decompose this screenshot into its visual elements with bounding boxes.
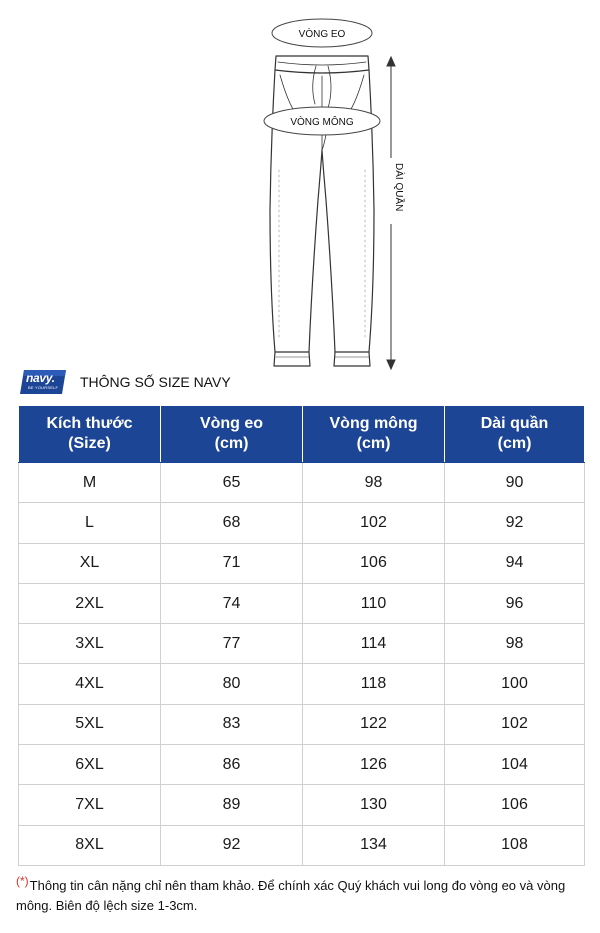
cell-waist: 89 <box>161 785 303 825</box>
cell-hip: 122 <box>303 704 445 744</box>
pants-diagram <box>0 0 600 372</box>
cell-hip: 118 <box>303 664 445 704</box>
table-row <box>19 825 585 865</box>
table-row <box>19 463 585 503</box>
header-hip: Vòng mông (cm) <box>303 406 445 463</box>
size-chart-title: THÔNG SỐ SIZE NAVY <box>80 374 231 390</box>
cell-hip: 114 <box>303 624 445 664</box>
cell-length: 96 <box>445 583 585 623</box>
table-row <box>19 624 585 664</box>
cell-waist: 77 <box>161 624 303 664</box>
cell-size: 5XL <box>19 704 161 744</box>
cell-length: 108 <box>445 825 585 865</box>
cell-size: 4XL <box>19 664 161 704</box>
header-length: Dài quần (cm) <box>445 406 585 463</box>
cell-waist: 65 <box>161 463 303 503</box>
table-row <box>19 785 585 825</box>
logo-tagline: BE YOURSELF <box>28 385 59 390</box>
cell-waist: 74 <box>161 583 303 623</box>
cell-size: 8XL <box>19 825 161 865</box>
cell-waist: 92 <box>161 825 303 865</box>
cell-length: 102 <box>445 704 585 744</box>
cell-size: 3XL <box>19 624 161 664</box>
cell-length: 94 <box>445 543 585 583</box>
cell-hip: 102 <box>303 503 445 543</box>
table-row <box>19 664 585 704</box>
footnote-text: Thông tin cân nặng chỉ nên tham khảo. Để chính xác Quý khách vui long đo vòng eo và vòng mông. Biên độ lệch size 1-3cm. <box>16 878 566 913</box>
brand-row <box>20 366 231 398</box>
cell-waist: 80 <box>161 664 303 704</box>
table-row <box>19 704 585 744</box>
table-header-row <box>19 406 585 463</box>
footnote-marker: (*) <box>16 873 29 888</box>
cell-length: 98 <box>445 624 585 664</box>
header-size: Kích thước (Size) <box>19 406 161 463</box>
cell-hip: 130 <box>303 785 445 825</box>
cell-length: 90 <box>445 463 585 503</box>
waist-label: VÒNG EO <box>298 29 346 40</box>
hip-label: VÒNG MÔNG <box>290 117 354 128</box>
cell-length: 104 <box>445 745 585 785</box>
cell-hip: 134 <box>303 825 445 865</box>
table-row <box>19 503 585 543</box>
table-row <box>19 745 585 785</box>
cell-hip: 106 <box>303 543 445 583</box>
cell-waist: 83 <box>161 704 303 744</box>
footnote <box>16 873 590 916</box>
cell-size: 6XL <box>19 745 161 785</box>
length-label: DÀI QUẦN <box>393 163 404 212</box>
cell-waist: 71 <box>161 543 303 583</box>
cell-waist: 86 <box>161 745 303 785</box>
cell-hip: 110 <box>303 583 445 623</box>
size-table <box>18 405 585 866</box>
table-row <box>19 543 585 583</box>
cell-size: L <box>19 503 161 543</box>
cell-length: 92 <box>445 503 585 543</box>
cell-size: 2XL <box>19 583 161 623</box>
header-waist: Vòng eo (cm) <box>161 406 303 463</box>
cell-waist: 68 <box>161 503 303 543</box>
cell-length: 106 <box>445 785 585 825</box>
cell-size: 7XL <box>19 785 161 825</box>
cell-size: M <box>19 463 161 503</box>
cell-hip: 98 <box>303 463 445 503</box>
cell-hip: 126 <box>303 745 445 785</box>
logo-text: navy. <box>26 371 55 385</box>
cell-length: 100 <box>445 664 585 704</box>
table-row <box>19 583 585 623</box>
navy-logo <box>20 368 68 396</box>
cell-size: XL <box>19 543 161 583</box>
